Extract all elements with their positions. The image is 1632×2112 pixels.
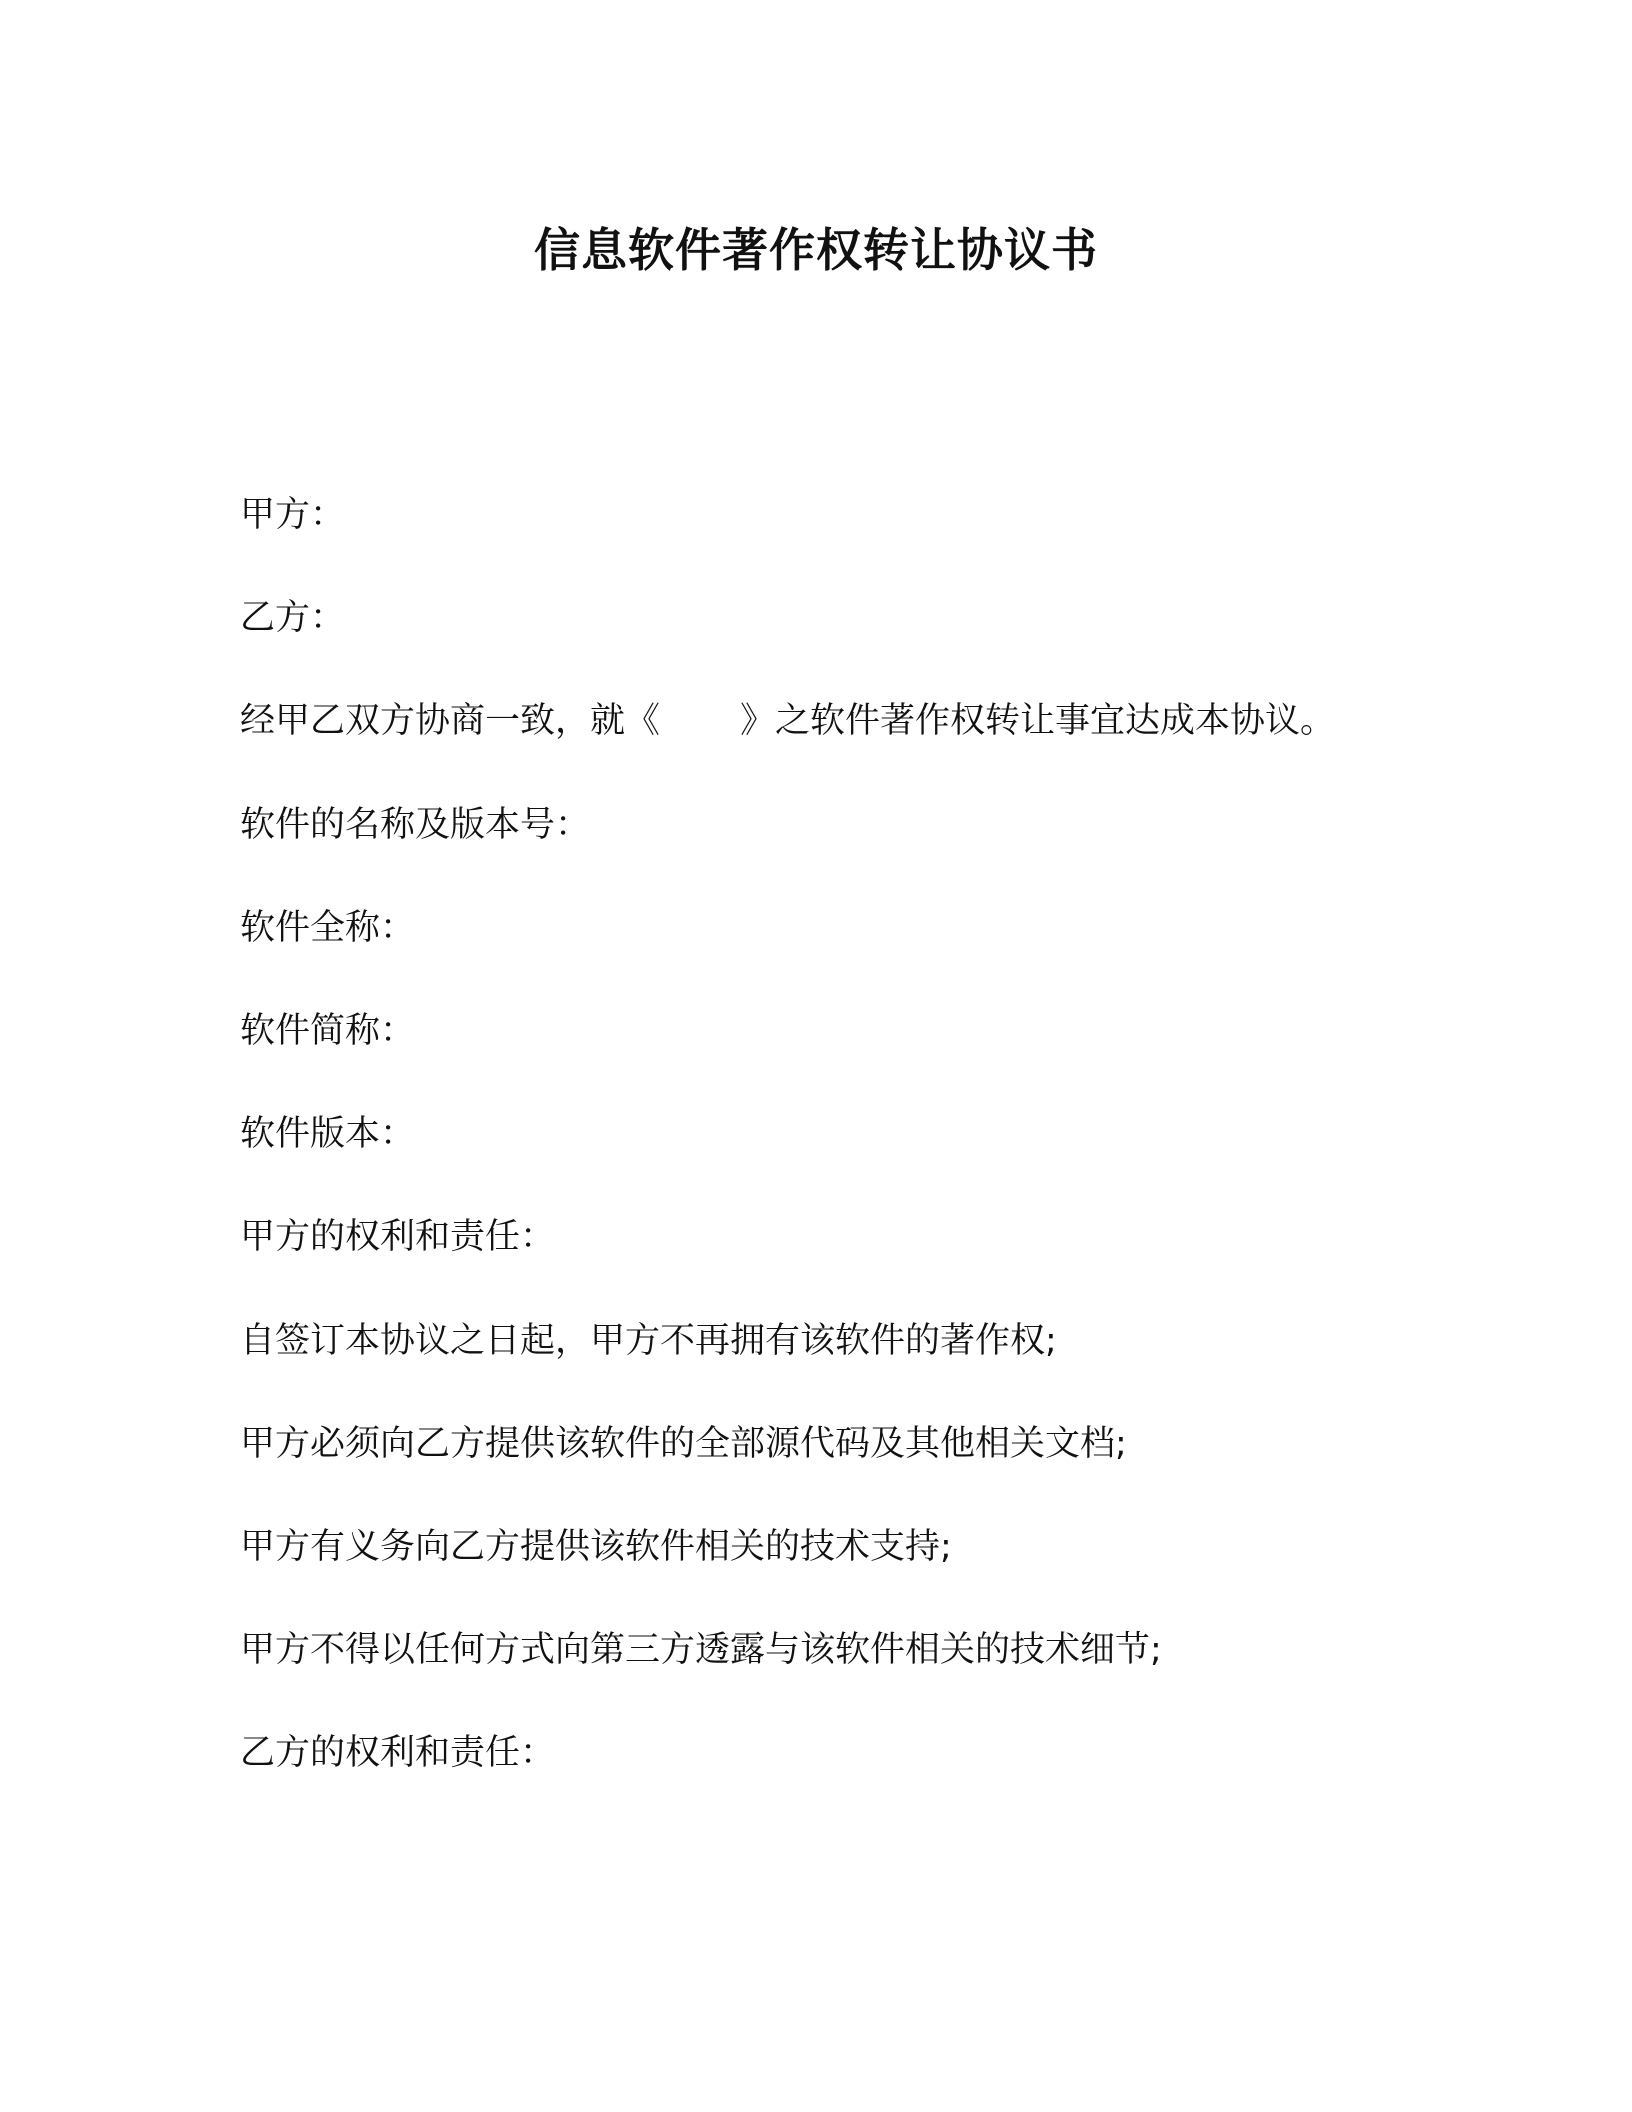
party-b-rights-heading: 乙方的权利和责任： [240, 1733, 556, 1774]
party-a-clause: 甲方必须向乙方提供该软件的全部源代码及其他相关文档; [240, 1423, 1127, 1464]
document-title: 信息软件著作权转让协议书 [534, 223, 1098, 277]
party-a-rights-heading: 甲方的权利和责任： [240, 1217, 556, 1258]
software-version-line: 软件版本： [240, 1114, 416, 1155]
party-a-clause: 甲方不得以任何方式向第三方透露与该软件相关的技术细节; [240, 1630, 1162, 1671]
software-full-name-line: 软件全称： [240, 907, 416, 948]
document-body [240, 490, 1420, 1831]
software-name-version-line: 软件的名称及版本号： [240, 804, 591, 845]
party-a-line: 甲方： [240, 495, 346, 535]
party-a-clause: 甲方有义务向乙方提供该软件相关的技术支持; [240, 1526, 952, 1567]
intro-paragraph [240, 696, 1420, 746]
intro-text-before: 经甲乙双方协商一致，就《 [240, 701, 661, 742]
party-b-line: 乙方： [240, 598, 346, 639]
party-a-clause: 自签订本协议之日起，甲方不再拥有该软件的著作权; [240, 1320, 1057, 1361]
intro-text-after: 》之软件著作权转让事宜达成本协议。 [740, 701, 1336, 742]
software-short-name-line: 软件简称： [240, 1010, 416, 1051]
